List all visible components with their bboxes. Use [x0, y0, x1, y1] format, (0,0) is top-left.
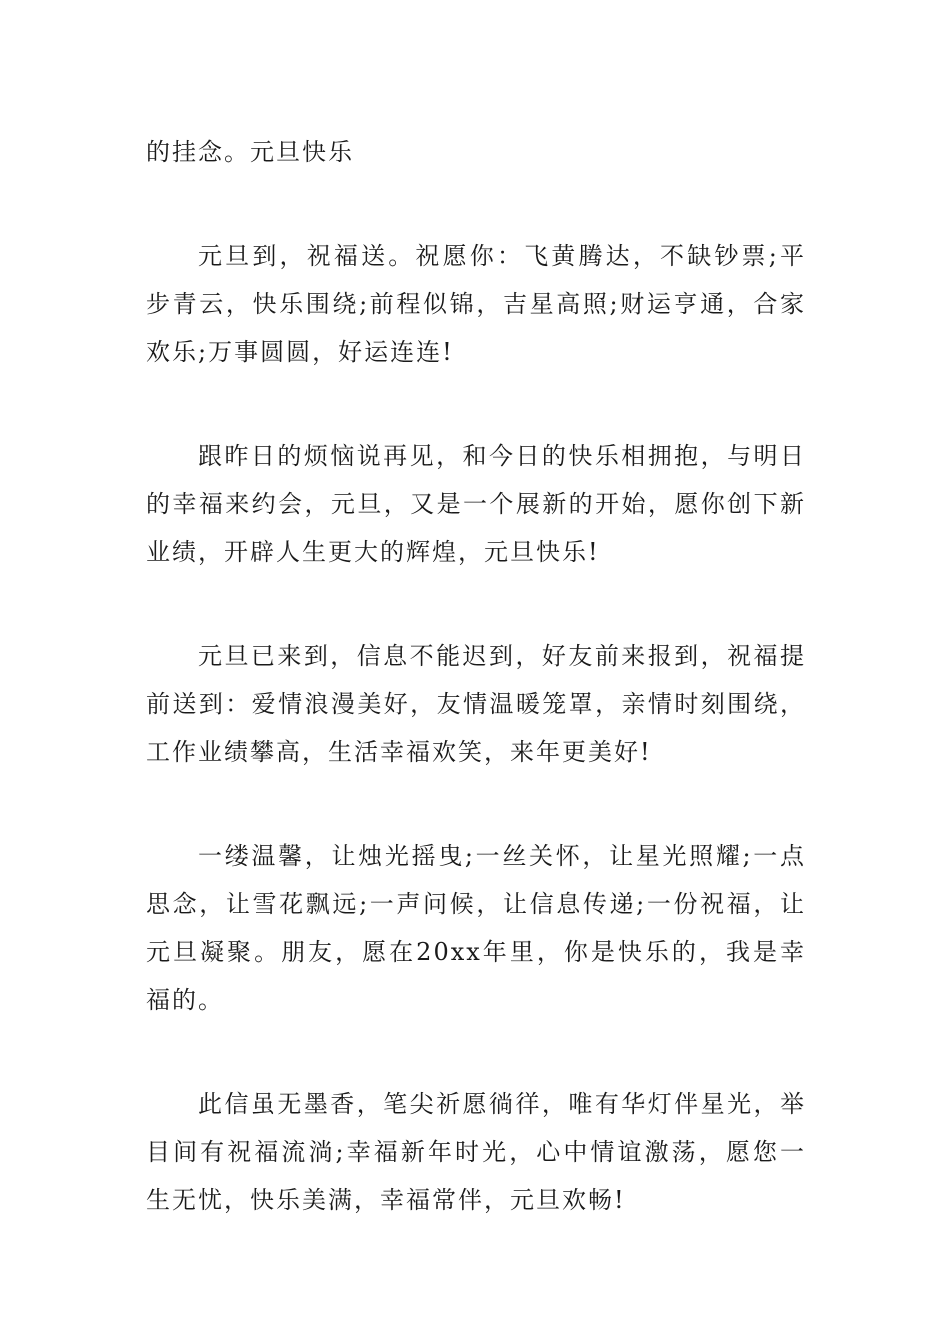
paragraph-gap: [146, 176, 806, 232]
document-body: [146, 128, 806, 1224]
paragraph-4: 一缕温馨，让烛光摇曳;一丝关怀，让星光照耀;一点思念，让雪花飘远;一声问候，让信息传递;一份祝福，让元旦凝聚。朋友，愿在20xx年里，你是快乐的，我是幸福的。: [146, 842, 806, 1014]
paragraph-continued: 的挂念。元旦快乐: [146, 138, 354, 166]
paragraph-gap: [146, 1024, 806, 1080]
paragraph-gap: [146, 576, 806, 632]
paragraph-gap: [146, 776, 806, 832]
paragraph-2: 跟昨日的烦恼说再见，和今日的快乐相拥抱，与明日的幸福来约会，元旦，又是一个展新的开始，愿你创下新业绩，开辟人生更大的辉煌，元旦快乐!: [146, 442, 806, 566]
paragraph-gap: [146, 376, 806, 432]
paragraph-3: 元旦已来到，信息不能迟到，好友前来报到，祝福提前送到：爱情浪漫美好，友情温暖笼罩，亲情时刻围绕，工作业绩攀高，生活幸福欢笑，来年更美好!: [146, 642, 806, 766]
paragraph-1: 元旦到，祝福送。祝愿你：飞黄腾达，不缺钞票;平步青云，快乐围绕;前程似锦，吉星高照;财运亨通，合家欢乐;万事圆圆，好运连连!: [146, 242, 806, 366]
paragraph-5: 此信虽无墨香，笔尖祈愿徜徉，唯有华灯伴星光，举目间有祝福流淌;幸福新年时光，心中情谊激荡，愿您一生无忧，快乐美满，幸福常伴，元旦欢畅!: [146, 1090, 806, 1214]
